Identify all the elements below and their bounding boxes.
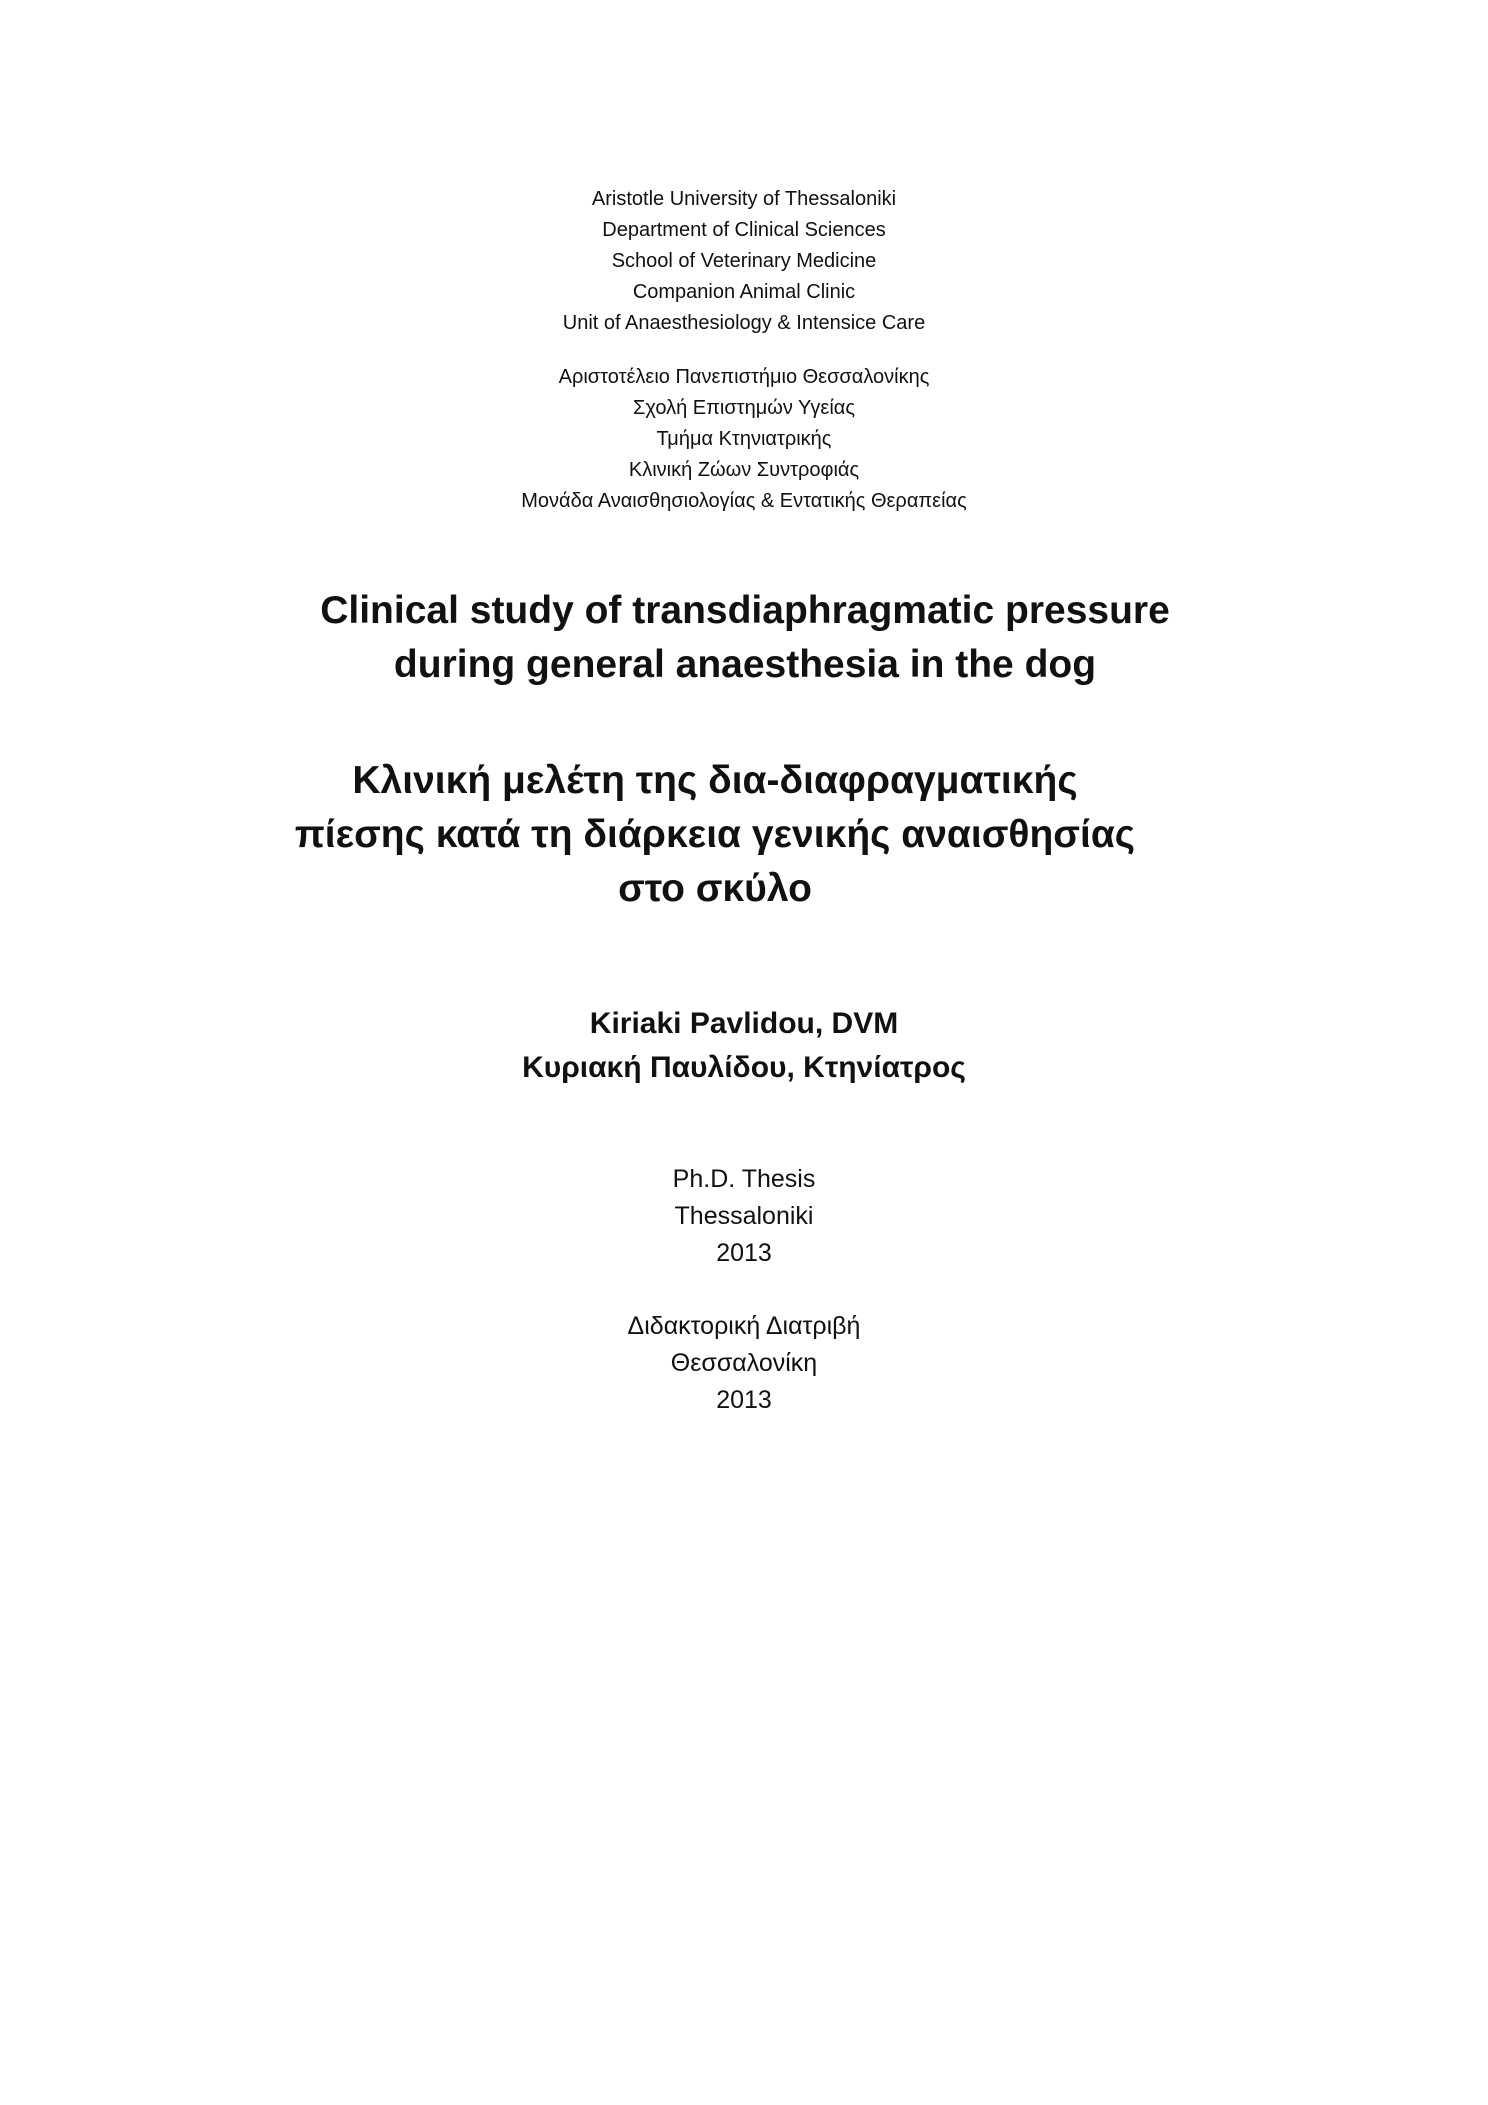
thesis-type-en: Ph.D. Thesis (672, 1165, 816, 1193)
institution-greek (0, 362, 1488, 517)
thesis-city-gr: Θεσσαλονίκη (670, 1349, 818, 1377)
university-name-en: Aristotle University of Thessaloniki (591, 188, 897, 210)
thesis-city-en: Thessaloniki (674, 1202, 814, 1230)
thesis-info-english (0, 1161, 1488, 1272)
thesis-year-gr: 2013 (716, 1386, 772, 1414)
title-gr-line-2: πίεσης κατά τη διάρκεια γενικής αναισθησίας (294, 813, 1136, 856)
clinic-name-gr: Κλινική Ζώων Συντροφιάς (628, 459, 860, 481)
department-name-gr: Τμήμα Κτηνιατρικής (656, 428, 832, 450)
unit-name-en: Unit of Anaesthesiology & Intensice Care (562, 312, 926, 334)
thesis-year-en: 2013 (716, 1239, 772, 1267)
institution-english (0, 184, 1488, 339)
university-name-gr: Αριστοτέλειο Πανεπιστήμιο Θεσσαλονίκης (558, 366, 930, 388)
school-name-gr: Σχολή Επιστημών Υγείας (633, 397, 855, 419)
thesis-info-greek (0, 1308, 1488, 1419)
thesis-title-english (274, 584, 1216, 692)
author-name-gr: Κυριακή Παυλίδου, Κτηνίατρος (522, 1051, 966, 1084)
unit-name-gr: Μονάδα Αναισθησιολογίας & Εντατικής Θεραπείας (521, 490, 967, 512)
title-gr-line-1: Κλινική μελέτη της δια-διαφραγματικής (352, 759, 1078, 802)
title-gr-line-3: στο σκύλο (618, 867, 812, 910)
title-en-line-1: Clinical study of transdiaphragmatic pressure (320, 589, 1170, 632)
school-name-en: School of Veterinary Medicine (611, 250, 877, 272)
thesis-title-greek (244, 754, 1186, 916)
clinic-name-en: Companion Animal Clinic (632, 281, 856, 303)
department-name-en: Department of Clinical Sciences (602, 219, 886, 241)
thesis-type-gr: Διδακτορική Διατριβή (627, 1312, 861, 1340)
author-block (0, 1002, 1488, 1090)
title-en-line-2: during general anaesthesia in the dog (393, 643, 1097, 686)
author-name-en: Kiriaki Pavlidou, DVM (589, 1007, 899, 1040)
